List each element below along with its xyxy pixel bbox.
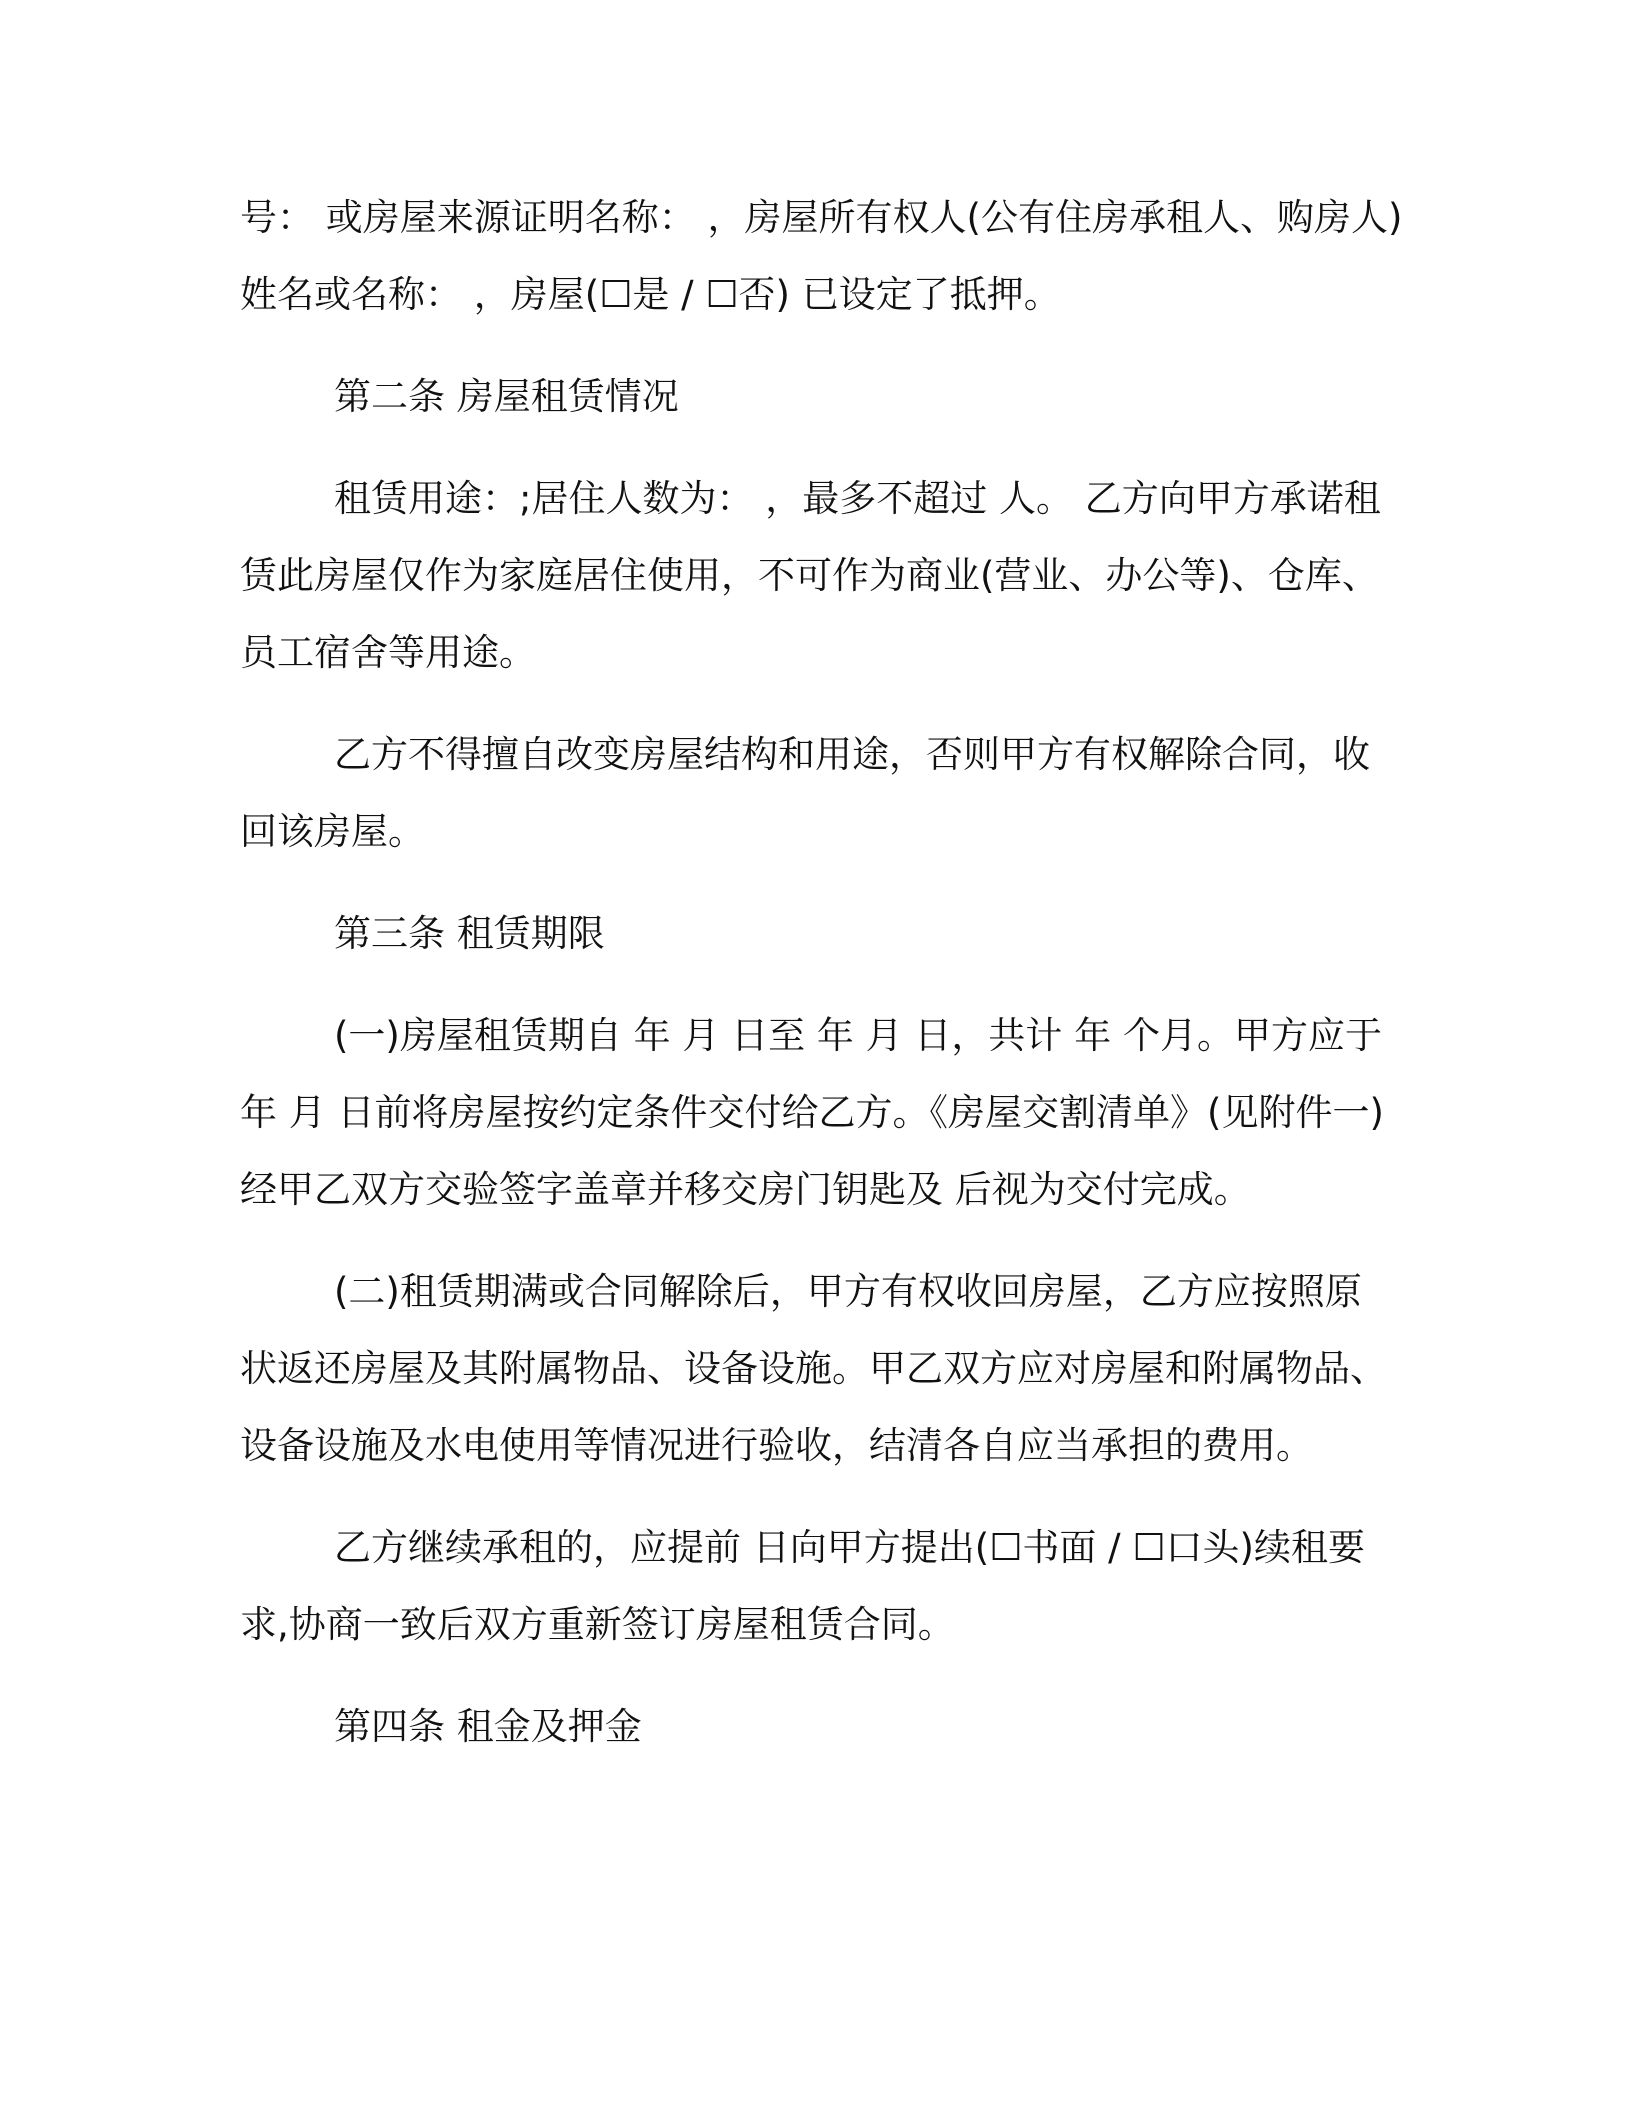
text-line: (一)房屋租赁期自 年 月 日至 年 月 日，共计 年 个月。甲方应于 [334, 1014, 1382, 1057]
text-line: 年 月 日前将房屋按约定条件交付给乙方。《房屋交割清单》(见附件一) [240, 1091, 1384, 1134]
text-line: 设备设施及水电使用等情况进行验收，结清各自应当承担的费用。 [240, 1424, 1313, 1467]
text-line: (二)租赁期满或合同解除后，甲方有权收回房屋，乙方应按照原 [334, 1270, 1362, 1313]
text-line: 号： 或房屋来源证明名称： ，房屋所有权人(公有住房承租人、购房人) [240, 196, 1403, 239]
text-line: 赁此房屋仅作为家庭居住使用，不可作为商业(营业、办公等)、仓库、 [240, 554, 1379, 597]
section-heading: 第二条 房屋租赁情况 [334, 375, 679, 418]
text-line: 状返还房屋及其附属物品、设备设施。甲乙双方应对房屋和附属物品、 [240, 1347, 1387, 1390]
text-line: 乙方继续承租的，应提前 日向甲方提出(☐书面 / ☐口头)续租要 [334, 1526, 1365, 1569]
section-heading: 第三条 租赁期限 [334, 912, 605, 955]
text-line: 乙方不得擅自改变房屋结构和用途，否则甲方有权解除合同，收 [334, 733, 1370, 776]
text-line: 员工宿舍等用途。 [240, 631, 536, 674]
text-line: 经甲乙双方交验签字盖章并移交房门钥匙及 后视为交付完成。 [240, 1168, 1251, 1211]
section-heading: 第四条 租金及押金 [334, 1705, 642, 1748]
text-line: 求,协商一致后双方重新签订房屋租赁合同。 [240, 1603, 955, 1646]
text-line: 回该房屋。 [240, 810, 425, 853]
text-line: 租赁用途：;居住人数为： ，最多不超过 人。 乙方向甲方承诺租 [334, 477, 1381, 520]
text-line: 姓名或名称： ，房屋(☐是 / ☐否) 已设定了抵押。 [240, 273, 1061, 316]
